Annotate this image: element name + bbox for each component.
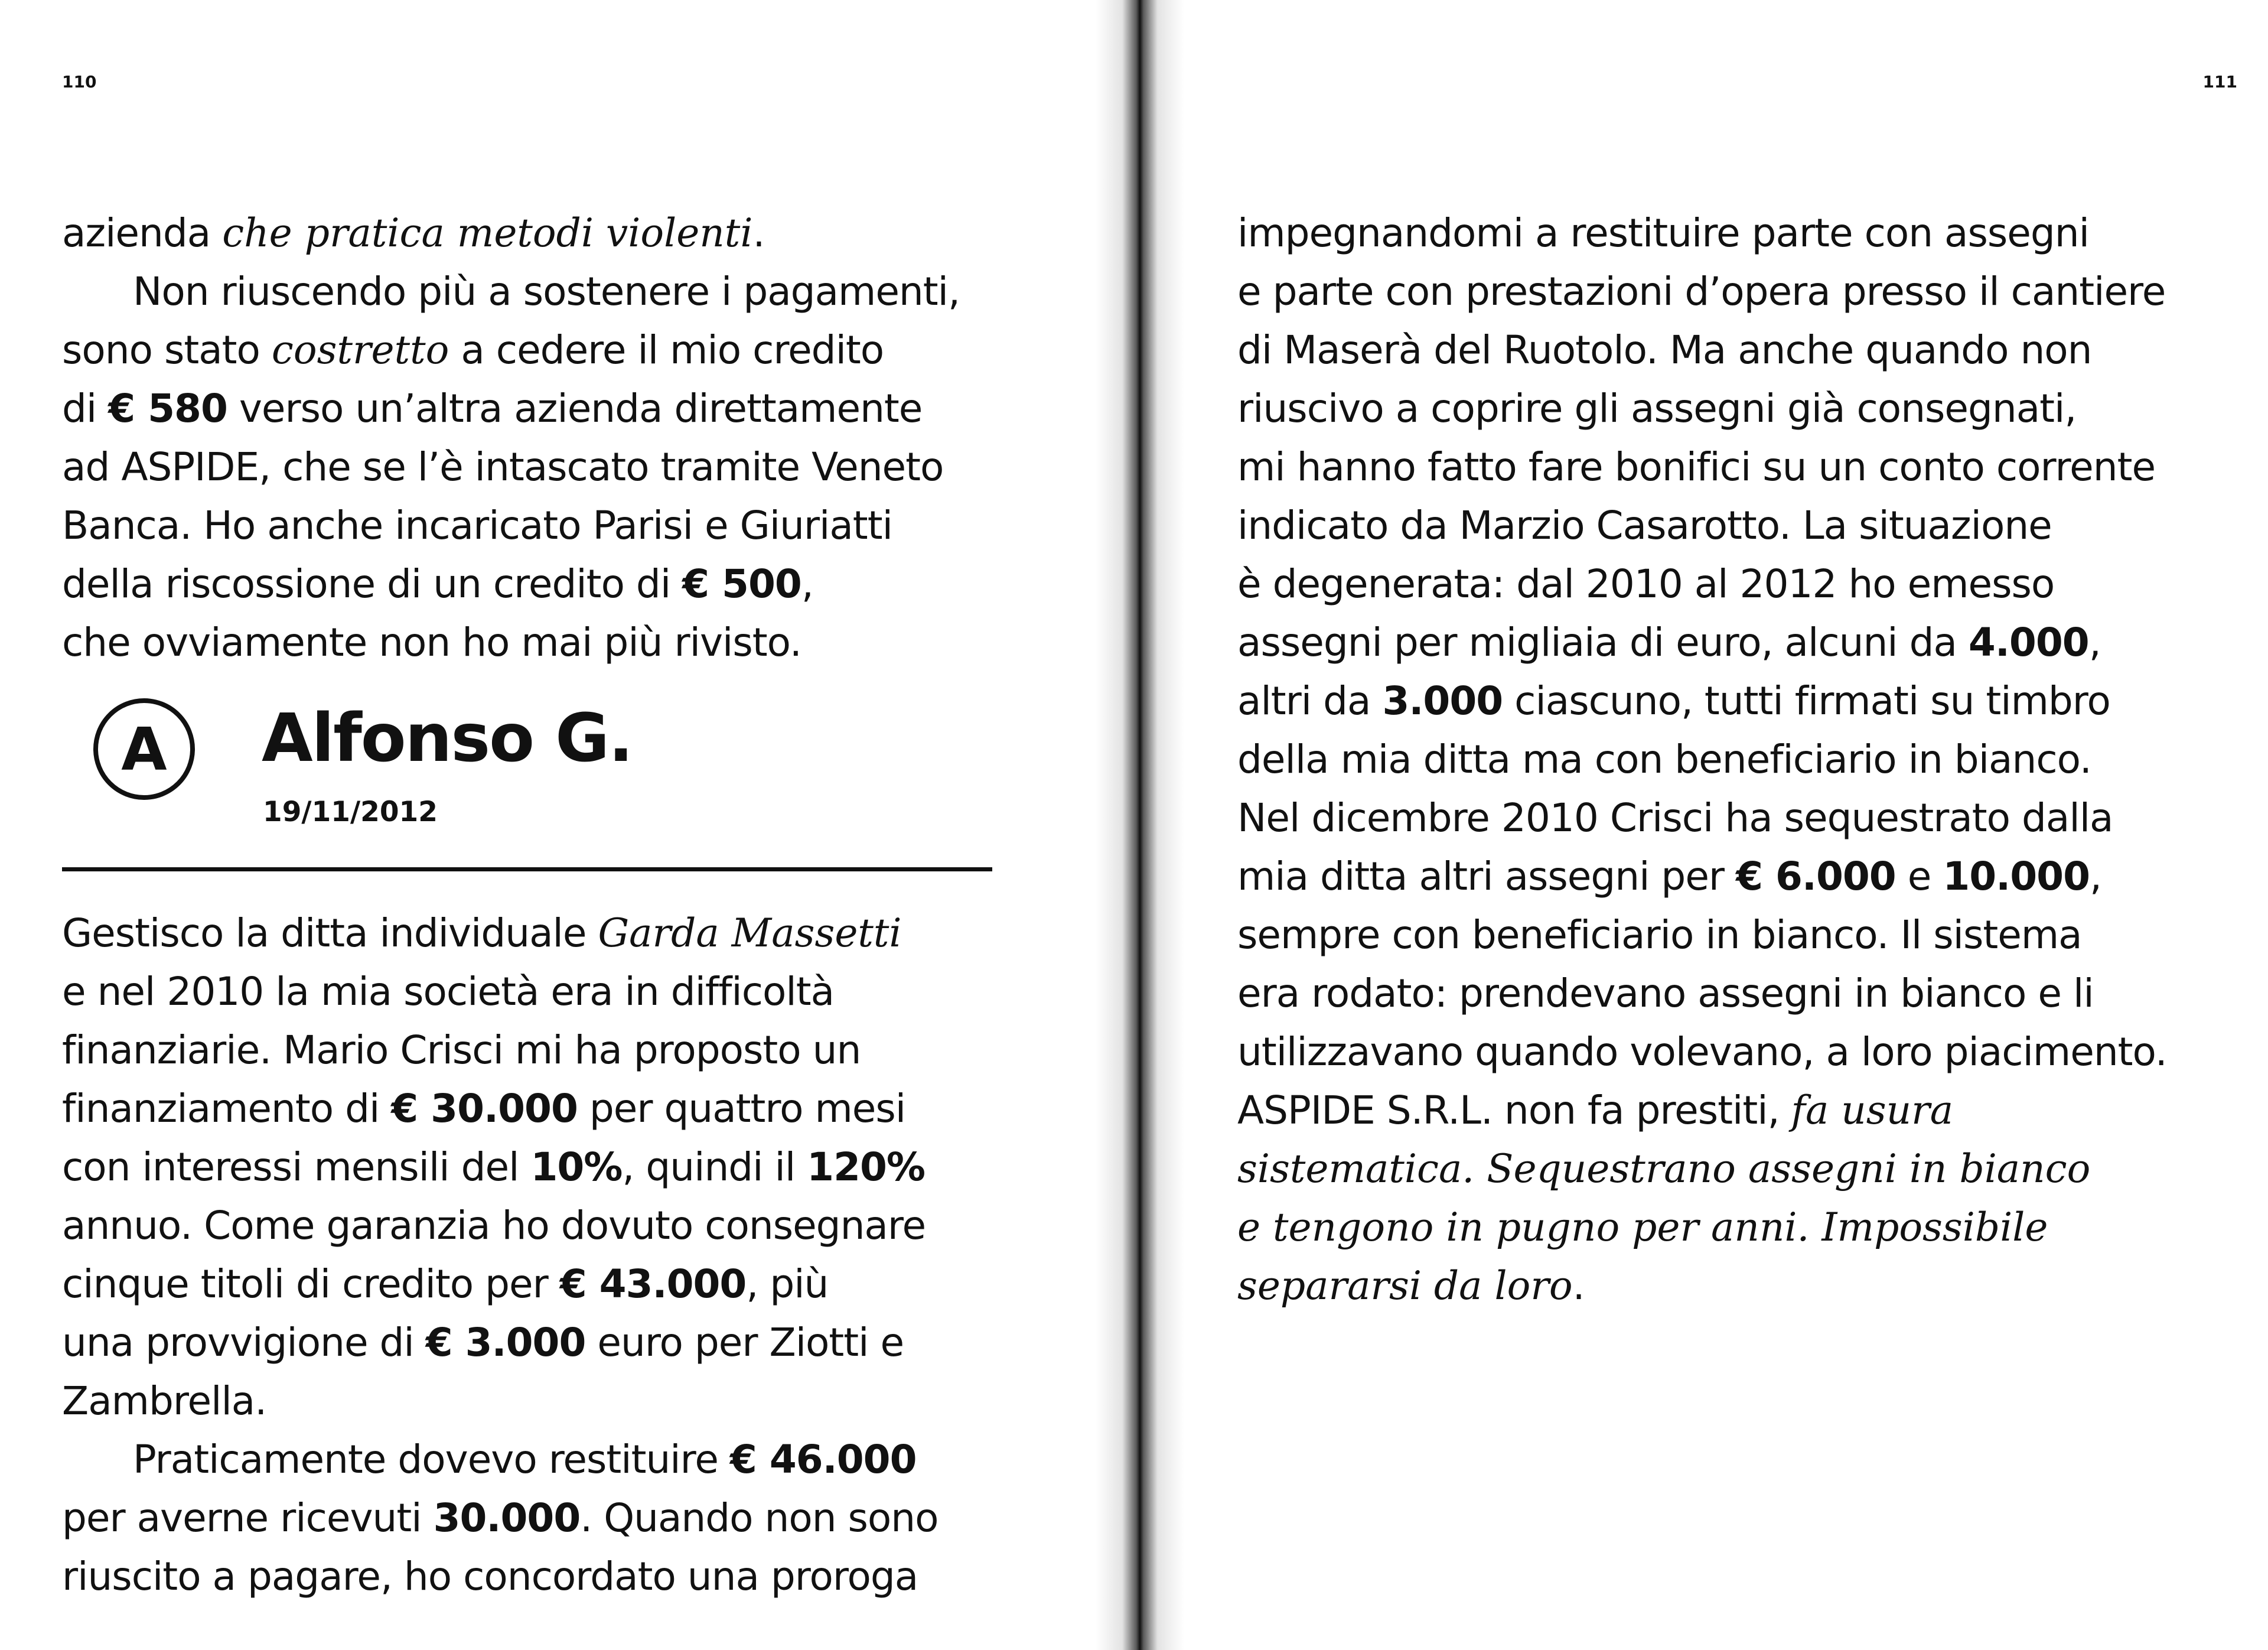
bold-amount: € 46.000 xyxy=(729,1437,917,1482)
text-line xyxy=(62,555,960,613)
text-run: azienda xyxy=(62,210,223,256)
text-run: Praticamente dovevo restituire xyxy=(133,1437,730,1482)
text-run: ad ASPIDE, che se l’è intascato tramite Veneto xyxy=(62,444,944,490)
text-run: Gestisco la ditta individuale xyxy=(62,910,598,956)
text-run: Banca. Ho anche incaricato Parisi e Giuriatti xyxy=(62,503,892,548)
text-run: indicato da Marzio Casarotto. La situazione xyxy=(1237,503,2052,548)
text-run: e parte con prestazioni d’opera presso il cantiere xyxy=(1237,269,2166,314)
text-line xyxy=(1237,964,2167,1023)
text-run: , xyxy=(2090,854,2101,899)
italic-emphasis: sistematica. Sequestrano assegni in bianco xyxy=(1237,1146,2091,1192)
text-run: e xyxy=(1895,854,1943,899)
text-line xyxy=(62,496,960,555)
italic-emphasis: Garda Massetti xyxy=(598,910,902,956)
text-line xyxy=(1237,1081,2167,1140)
text-line xyxy=(62,1372,939,1430)
text-run: impegnandomi a restituire parte con assegni xyxy=(1237,210,2089,256)
text-line xyxy=(1237,613,2167,672)
bold-amount: 120% xyxy=(807,1144,926,1190)
text-run: della mia ditta ma con beneficiario in bianco. xyxy=(1237,737,2091,782)
bold-amount: € 3.000 xyxy=(425,1320,586,1365)
text-line xyxy=(62,438,960,496)
text-line xyxy=(1237,1023,2167,1081)
text-run: finanziamento di xyxy=(62,1086,392,1131)
text-run: utilizzavano quando volevano, a loro piacimento. xyxy=(1237,1029,2167,1075)
text-run: finanziarie. Mario Crisci mi ha proposto un xyxy=(62,1027,861,1073)
text-line xyxy=(62,1255,939,1313)
text-run: Zambrella. xyxy=(62,1378,267,1424)
text-run: a cedere il mio credito xyxy=(449,327,884,373)
bold-amount: € 30.000 xyxy=(391,1086,578,1131)
text-run: assegni per migliaia di euro, alcuni da xyxy=(1237,620,1969,665)
text-line xyxy=(62,1489,939,1547)
text-run: , xyxy=(801,561,813,607)
bold-amount: € 580 xyxy=(108,386,227,431)
italic-emphasis: e tengono in pugno per anni. Impossibile xyxy=(1237,1205,2048,1250)
text-line xyxy=(62,1313,939,1372)
divider-rule xyxy=(62,867,992,871)
book-gutter-shadow xyxy=(1096,0,1184,1650)
text-line xyxy=(62,379,960,438)
left-top-text xyxy=(62,204,960,672)
text-line xyxy=(62,204,960,262)
text-run: era rodato: prendevano assegni in bianco e li xyxy=(1237,971,2094,1016)
text-line xyxy=(1237,672,2167,730)
text-run: annuo. Come garanzia ho dovuto consegnare xyxy=(62,1203,926,1248)
text-line xyxy=(1237,847,2167,906)
bold-amount: 3.000 xyxy=(1382,678,1503,724)
bold-amount: 10.000 xyxy=(1943,854,2090,899)
text-run: Non riuscendo più a sostenere i pagamenti, xyxy=(133,269,960,314)
text-run: Nel dicembre 2010 Crisci ha sequestrato dalla xyxy=(1237,795,2113,841)
text-line xyxy=(1237,438,2167,496)
text-line xyxy=(62,1021,939,1079)
text-line xyxy=(1237,262,2167,321)
text-line xyxy=(62,1430,939,1489)
text-run: ciascuno, tutti firmati su timbro xyxy=(1503,678,2110,724)
text-run: verso un’altra azienda direttamente xyxy=(227,386,923,431)
text-line xyxy=(62,321,960,379)
right-body-text xyxy=(1237,204,2167,1315)
text-run: , quindi il xyxy=(622,1144,807,1190)
text-run: euro per Ziotti e xyxy=(585,1320,904,1365)
text-run: che ovviamente non ho mai più rivisto. xyxy=(62,620,801,665)
author-name: Alfonso G. xyxy=(262,700,633,777)
text-line xyxy=(1237,1140,2167,1198)
text-line xyxy=(1237,1257,2167,1315)
text-run: sempre con beneficiario in bianco. Il sistema xyxy=(1237,912,2082,958)
text-line xyxy=(62,613,960,672)
text-line xyxy=(1237,321,2167,379)
text-run: di Maserà del Ruotolo. Ma anche quando non xyxy=(1237,327,2092,373)
text-line xyxy=(1237,730,2167,789)
italic-emphasis: separarsi da loro xyxy=(1237,1263,1573,1309)
italic-emphasis: fa usura xyxy=(1791,1088,1954,1133)
text-line xyxy=(62,1547,939,1606)
text-run: altri da xyxy=(1237,678,1383,724)
text-line xyxy=(62,262,960,321)
text-run: ASPIDE S.R.L. non fa prestiti, xyxy=(1237,1088,1791,1133)
italic-emphasis: costretto xyxy=(271,327,449,373)
text-run: di xyxy=(62,386,109,431)
text-line xyxy=(62,1138,939,1196)
bold-amount: € 43.000 xyxy=(559,1261,747,1307)
bold-amount: 4.000 xyxy=(1968,620,2089,665)
text-run: , più xyxy=(746,1261,829,1307)
italic-emphasis: che pratica metodi violenti xyxy=(222,210,753,256)
text-run: sono stato xyxy=(62,327,272,373)
bold-amount: 30.000 xyxy=(433,1495,581,1541)
text-run: per quattro mesi xyxy=(577,1086,906,1131)
left-body-text xyxy=(62,904,939,1606)
text-run: con interessi mensili del xyxy=(62,1144,531,1190)
text-run: è degenerata: dal 2010 al 2012 ho emesso xyxy=(1237,561,2055,607)
bold-amount: € 6.000 xyxy=(1736,854,1896,899)
page-number-right: 111 xyxy=(2202,72,2237,92)
text-line xyxy=(62,1079,939,1138)
text-run: . xyxy=(1572,1263,1585,1309)
text-line xyxy=(62,1196,939,1255)
text-run: per averne ricevuti xyxy=(62,1495,434,1541)
text-run: e nel 2010 la mia società era in difficoltà xyxy=(62,969,835,1014)
text-run: . Quando non sono xyxy=(580,1495,939,1541)
entry-date: 19/11/2012 xyxy=(263,796,438,828)
text-run: . xyxy=(752,210,765,256)
text-line xyxy=(1237,555,2167,613)
text-line xyxy=(1237,204,2167,262)
text-run: della riscossione di un credito di xyxy=(62,561,683,607)
text-line xyxy=(1237,1198,2167,1257)
text-run: cinque titoli di credito per xyxy=(62,1261,560,1307)
initial-letter: A xyxy=(121,714,167,784)
initial-badge xyxy=(93,698,195,800)
text-line xyxy=(1237,379,2167,438)
text-run: mia ditta altri assegni per xyxy=(1237,854,1736,899)
text-line xyxy=(1237,496,2167,555)
text-line xyxy=(1237,789,2167,847)
entry-header xyxy=(62,682,992,871)
text-line xyxy=(62,962,939,1021)
text-line xyxy=(62,904,939,962)
text-run: , xyxy=(2088,620,2101,665)
page-number-left: 110 xyxy=(62,72,97,92)
bold-amount: € 500 xyxy=(682,561,801,607)
text-run: mi hanno fatto fare bonifici su un conto corrente xyxy=(1237,444,2156,490)
bold-amount: 10% xyxy=(530,1144,623,1190)
text-run: riuscivo a coprire gli assegni già consegnati, xyxy=(1237,386,2077,431)
text-run: riuscito a pagare, ho concordato una proroga xyxy=(62,1554,918,1599)
text-line xyxy=(1237,906,2167,964)
text-run: una provvigione di xyxy=(62,1320,426,1365)
